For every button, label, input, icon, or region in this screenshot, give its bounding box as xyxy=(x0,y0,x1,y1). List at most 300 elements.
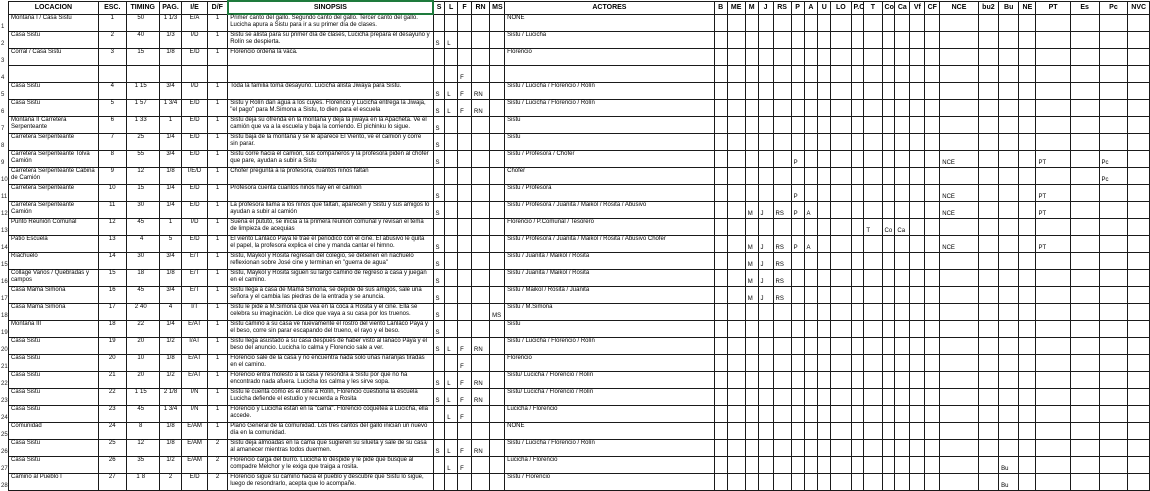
cell-t[interactable] xyxy=(864,31,882,48)
cell-lo[interactable] xyxy=(831,371,851,388)
cell-l[interactable] xyxy=(445,354,458,371)
cell-actores[interactable]: Sistu / Maikol / Rosita / Juanita xyxy=(505,286,715,303)
cell-pt[interactable] xyxy=(1036,371,1070,388)
cell-lo[interactable] xyxy=(831,252,851,269)
cell-p-c[interactable] xyxy=(851,388,864,405)
cell-me[interactable] xyxy=(727,252,745,269)
cell-pt[interactable] xyxy=(1036,422,1070,439)
cell-f[interactable] xyxy=(458,269,472,286)
cell-cf[interactable] xyxy=(925,150,940,167)
cell-u[interactable] xyxy=(818,14,831,31)
cell-bu2[interactable] xyxy=(978,167,998,184)
cell-es[interactable] xyxy=(1070,235,1099,252)
col-header-timing[interactable]: TIMING xyxy=(126,1,159,14)
cell-esc[interactable]: 24 xyxy=(98,422,126,439)
cell-esc[interactable]: 13 xyxy=(98,235,126,252)
cell-b[interactable] xyxy=(714,473,727,490)
cell-t[interactable] xyxy=(864,252,882,269)
cell-ne[interactable] xyxy=(1019,439,1036,456)
col-header-sinopsis[interactable]: SINOPSIS xyxy=(228,1,433,14)
cell-lo[interactable] xyxy=(831,320,851,337)
cell-ca[interactable] xyxy=(895,456,910,473)
cell-es[interactable] xyxy=(1070,422,1099,439)
cell-actores[interactable]: Lucicha / Florencio xyxy=(505,405,715,422)
cell-rs[interactable] xyxy=(773,320,791,337)
cell-u[interactable] xyxy=(818,31,831,48)
cell-nvc[interactable] xyxy=(1128,99,1150,116)
cell-esc[interactable]: 19 xyxy=(98,337,126,354)
cell-j[interactable]: J xyxy=(758,235,773,252)
cell-a[interactable] xyxy=(804,48,818,65)
cell-pag[interactable]: 1/4 xyxy=(159,320,181,337)
cell-nce[interactable]: NCE xyxy=(940,201,978,218)
cell-pag[interactable]: 1/4 xyxy=(159,184,181,201)
cell-nce[interactable] xyxy=(940,252,978,269)
cell-co[interactable] xyxy=(882,82,895,99)
cell-co[interactable] xyxy=(882,473,895,490)
cell-ms[interactable] xyxy=(490,337,505,354)
cell-p[interactable] xyxy=(791,354,804,371)
cell-d-f[interactable]: 1 xyxy=(207,133,227,150)
col-header-ca[interactable]: Ca xyxy=(895,1,910,14)
cell-s[interactable]: S xyxy=(433,116,445,133)
cell-d-f[interactable]: 1 xyxy=(207,337,227,354)
cell-rn[interactable] xyxy=(471,116,489,133)
cell-s[interactable]: S xyxy=(433,184,445,201)
cell-u[interactable] xyxy=(818,167,831,184)
cell-ca[interactable] xyxy=(895,14,910,31)
cell-vf[interactable] xyxy=(910,269,925,286)
cell-co[interactable] xyxy=(882,99,895,116)
cell-co[interactable] xyxy=(882,320,895,337)
cell-rs[interactable] xyxy=(773,473,791,490)
cell-p-c[interactable] xyxy=(851,150,864,167)
cell-ms[interactable] xyxy=(490,269,505,286)
cell-pc[interactable] xyxy=(1099,337,1128,354)
cell-ms[interactable] xyxy=(490,235,505,252)
cell-esc[interactable]: 3 xyxy=(98,48,126,65)
cell-p-c[interactable] xyxy=(851,473,864,490)
cell-esc[interactable]: 9 xyxy=(98,167,126,184)
cell-ms[interactable] xyxy=(490,150,505,167)
cell-bu2[interactable] xyxy=(978,65,998,82)
cell-nce[interactable] xyxy=(940,405,978,422)
cell-bu[interactable] xyxy=(999,218,1019,235)
cell-locacion[interactable]: Montaña II Carretera Serpenteante xyxy=(9,116,99,133)
cell-f[interactable]: F xyxy=(458,405,472,422)
cell-sinopsis[interactable]: Sistu deja almoadas en la cama que sugieren su silueta y sale de su casa al amanecer mientras todos duermen. xyxy=(228,439,433,456)
cell-locacion[interactable]: Patio Escuela xyxy=(9,235,99,252)
cell-es[interactable] xyxy=(1070,184,1099,201)
cell-u[interactable] xyxy=(818,252,831,269)
cell-esc[interactable]: 4 xyxy=(98,82,126,99)
cell-m[interactable] xyxy=(745,150,758,167)
cell-rn[interactable] xyxy=(471,167,489,184)
col-header-s[interactable]: S xyxy=(433,1,445,14)
cell-rn[interactable] xyxy=(471,235,489,252)
cell-p-c[interactable] xyxy=(851,354,864,371)
cell-pc[interactable] xyxy=(1099,269,1128,286)
cell-p-c[interactable] xyxy=(851,303,864,320)
cell-me[interactable] xyxy=(727,303,745,320)
cell-a[interactable] xyxy=(804,337,818,354)
cell-lo[interactable] xyxy=(831,303,851,320)
cell-esc[interactable]: 16 xyxy=(98,286,126,303)
cell-cf[interactable] xyxy=(925,116,940,133)
col-header-b[interactable]: B xyxy=(714,1,727,14)
cell-pt[interactable] xyxy=(1036,99,1070,116)
cell-sinopsis[interactable]: Sistu, Maykol y Rosita siguen su largo camino de regreso a casa y juegan en el camino. xyxy=(228,269,433,286)
cell-u[interactable] xyxy=(818,456,831,473)
cell-p[interactable] xyxy=(791,337,804,354)
cell-a[interactable] xyxy=(804,65,818,82)
cell-rs[interactable] xyxy=(773,337,791,354)
col-header-locacion[interactable]: LOCACION xyxy=(9,1,99,14)
cell-a[interactable] xyxy=(804,286,818,303)
cell-ca[interactable] xyxy=(895,133,910,150)
cell-es[interactable] xyxy=(1070,473,1099,490)
cell-t[interactable] xyxy=(864,439,882,456)
cell-nce[interactable] xyxy=(940,354,978,371)
cell-lo[interactable] xyxy=(831,354,851,371)
cell-actores[interactable] xyxy=(505,65,715,82)
cell-ne[interactable] xyxy=(1019,235,1036,252)
cell-ne[interactable] xyxy=(1019,303,1036,320)
cell-i-e[interactable]: E/D xyxy=(182,184,208,201)
cell-pt[interactable] xyxy=(1036,286,1070,303)
cell-locacion[interactable]: Casa Sistu xyxy=(9,388,99,405)
cell-pc[interactable] xyxy=(1099,116,1128,133)
cell-d-f[interactable]: 1 xyxy=(207,354,227,371)
cell-rs[interactable] xyxy=(773,167,791,184)
cell-rs[interactable] xyxy=(773,48,791,65)
cell-nce[interactable] xyxy=(940,14,978,31)
cell-i-e[interactable]: E/D xyxy=(182,99,208,116)
cell-l[interactable] xyxy=(445,14,458,31)
cell-d-f[interactable]: 1 xyxy=(207,371,227,388)
cell-m[interactable] xyxy=(745,405,758,422)
cell-esc[interactable]: 27 xyxy=(98,473,126,490)
cell-timing[interactable]: 1´33`` xyxy=(126,116,159,133)
cell-pc[interactable] xyxy=(1099,473,1128,490)
cell-ms[interactable]: MS xyxy=(490,303,505,320)
cell-pc[interactable] xyxy=(1099,422,1128,439)
cell-m[interactable]: M xyxy=(745,269,758,286)
cell-me[interactable] xyxy=(727,354,745,371)
cell-bu[interactable] xyxy=(999,235,1019,252)
cell-rn[interactable] xyxy=(471,31,489,48)
cell-i-e[interactable]: E/D xyxy=(182,116,208,133)
cell-m[interactable] xyxy=(745,184,758,201)
cell-cf[interactable] xyxy=(925,388,940,405)
cell-bu2[interactable] xyxy=(978,388,998,405)
cell-pc[interactable] xyxy=(1099,303,1128,320)
cell-ne[interactable] xyxy=(1019,133,1036,150)
cell-rs[interactable] xyxy=(773,184,791,201)
cell-s[interactable] xyxy=(433,167,445,184)
cell-co[interactable]: Co xyxy=(882,218,895,235)
cell-a[interactable]: A xyxy=(804,201,818,218)
cell-co[interactable] xyxy=(882,48,895,65)
cell-me[interactable] xyxy=(727,201,745,218)
cell-ms[interactable] xyxy=(490,252,505,269)
cell-sinopsis[interactable]: Sistu camino a su casa ve nuevamente el rostro del viento Lanlaco Paya y el beso, corre sin parar escapando del trueno, el rayo y el beso. xyxy=(228,320,433,337)
cell-pag[interactable]: 1/2 xyxy=(159,337,181,354)
cell-b[interactable] xyxy=(714,388,727,405)
cell-rn[interactable] xyxy=(471,473,489,490)
cell-u[interactable] xyxy=(818,150,831,167)
cell-me[interactable] xyxy=(727,218,745,235)
cell-nce[interactable] xyxy=(940,218,978,235)
cell-nvc[interactable] xyxy=(1128,31,1150,48)
cell-m[interactable] xyxy=(745,82,758,99)
cell-ms[interactable] xyxy=(490,286,505,303)
cell-i-e[interactable]: E/AM xyxy=(182,456,208,473)
cell-ca[interactable] xyxy=(895,184,910,201)
cell-p[interactable] xyxy=(791,303,804,320)
cell-p-c[interactable] xyxy=(851,371,864,388)
cell-p-c[interactable] xyxy=(851,337,864,354)
cell-nvc[interactable] xyxy=(1128,65,1150,82)
cell-a[interactable] xyxy=(804,388,818,405)
cell-es[interactable] xyxy=(1070,167,1099,184)
cell-t[interactable] xyxy=(864,167,882,184)
cell-bu2[interactable] xyxy=(978,31,998,48)
cell-timing[interactable]: 35`` xyxy=(126,456,159,473)
cell-ca[interactable] xyxy=(895,150,910,167)
cell-p-c[interactable] xyxy=(851,184,864,201)
cell-timing[interactable]: 18`` xyxy=(126,269,159,286)
cell-co[interactable] xyxy=(882,184,895,201)
cell-timing[interactable]: 1´57`` xyxy=(126,99,159,116)
cell-sinopsis[interactable]: Sistu baja de la montaña y se le aparece El Viento, ve el camión y corre sin parar. xyxy=(228,133,433,150)
cell-p-c[interactable] xyxy=(851,269,864,286)
cell-timing[interactable]: 12`` xyxy=(126,439,159,456)
cell-locacion[interactable]: Collage Varios / Quebradas y campos xyxy=(9,269,99,286)
cell-s[interactable] xyxy=(433,456,445,473)
cell-lo[interactable] xyxy=(831,99,851,116)
cell-pc[interactable] xyxy=(1099,405,1128,422)
cell-pt[interactable] xyxy=(1036,252,1070,269)
cell-b[interactable] xyxy=(714,422,727,439)
cell-j[interactable] xyxy=(758,48,773,65)
cell-nvc[interactable] xyxy=(1128,388,1150,405)
cell-rn[interactable] xyxy=(471,252,489,269)
cell-actores[interactable]: Sistu / Lucicha xyxy=(505,31,715,48)
cell-t[interactable] xyxy=(864,303,882,320)
cell-cf[interactable] xyxy=(925,82,940,99)
cell-s[interactable] xyxy=(433,473,445,490)
cell-actores[interactable]: NONE xyxy=(505,422,715,439)
cell-cf[interactable] xyxy=(925,337,940,354)
cell-p[interactable]: P xyxy=(791,235,804,252)
cell-u[interactable] xyxy=(818,269,831,286)
cell-t[interactable] xyxy=(864,269,882,286)
cell-l[interactable] xyxy=(445,133,458,150)
cell-p[interactable]: P xyxy=(791,184,804,201)
cell-l[interactable]: L xyxy=(445,388,458,405)
cell-vf[interactable] xyxy=(910,31,925,48)
cell-d-f[interactable]: 1 xyxy=(207,405,227,422)
cell-rn[interactable] xyxy=(471,422,489,439)
cell-ca[interactable] xyxy=(895,167,910,184)
cell-ne[interactable] xyxy=(1019,31,1036,48)
cell-u[interactable] xyxy=(818,354,831,371)
cell-bu[interactable] xyxy=(999,320,1019,337)
cell-f[interactable]: F xyxy=(458,82,472,99)
cell-bu[interactable]: Bu xyxy=(999,473,1019,490)
cell-actores[interactable]: Florencio / P.Comunal / Tesorero xyxy=(505,218,715,235)
cell-vf[interactable] xyxy=(910,184,925,201)
cell-bu2[interactable] xyxy=(978,456,998,473)
cell-sinopsis[interactable]: Plano General de la comunidad. Los tres cantos del gallo inician un nuevo día en la comunidad. xyxy=(228,422,433,439)
cell-ca[interactable] xyxy=(895,99,910,116)
cell-sinopsis[interactable] xyxy=(228,65,433,82)
cell-pc[interactable] xyxy=(1099,388,1128,405)
cell-vf[interactable] xyxy=(910,320,925,337)
cell-timing[interactable]: 12`` xyxy=(126,167,159,184)
col-header-pag[interactable]: PAG. xyxy=(159,1,181,14)
cell-timing[interactable] xyxy=(126,65,159,82)
cell-es[interactable] xyxy=(1070,252,1099,269)
cell-pc[interactable] xyxy=(1099,48,1128,65)
cell-d-f[interactable]: 1 xyxy=(207,252,227,269)
cell-co[interactable] xyxy=(882,116,895,133)
cell-cf[interactable] xyxy=(925,99,940,116)
cell-m[interactable]: M xyxy=(745,286,758,303)
cell-actores[interactable]: Chofer xyxy=(505,167,715,184)
cell-pt[interactable] xyxy=(1036,320,1070,337)
cell-t[interactable] xyxy=(864,14,882,31)
cell-bu2[interactable] xyxy=(978,14,998,31)
cell-esc[interactable]: 14 xyxy=(98,252,126,269)
cell-lo[interactable] xyxy=(831,235,851,252)
cell-i-e[interactable]: E/AT xyxy=(182,354,208,371)
cell-j[interactable] xyxy=(758,65,773,82)
cell-pc[interactable] xyxy=(1099,320,1128,337)
cell-ms[interactable] xyxy=(490,439,505,456)
cell-vf[interactable] xyxy=(910,303,925,320)
col-header-actores[interactable]: ACTORES xyxy=(505,1,715,14)
cell-j[interactable] xyxy=(758,473,773,490)
cell-p-c[interactable] xyxy=(851,99,864,116)
cell-pag[interactable]: 1/8 xyxy=(159,167,181,184)
cell-l[interactable] xyxy=(445,48,458,65)
cell-vf[interactable] xyxy=(910,65,925,82)
cell-bu[interactable] xyxy=(999,82,1019,99)
cell-m[interactable] xyxy=(745,218,758,235)
cell-m[interactable] xyxy=(745,422,758,439)
cell-m[interactable] xyxy=(745,133,758,150)
cell-s[interactable]: S xyxy=(433,439,445,456)
cell-lo[interactable] xyxy=(831,456,851,473)
cell-s[interactable] xyxy=(433,405,445,422)
cell-nvc[interactable] xyxy=(1128,422,1150,439)
cell-bu2[interactable] xyxy=(978,201,998,218)
cell-actores[interactable]: Sistu / Profesora / Chofer xyxy=(505,150,715,167)
cell-vf[interactable] xyxy=(910,456,925,473)
cell-locacion[interactable]: Carretera Serpenteante Camión xyxy=(9,201,99,218)
cell-ne[interactable] xyxy=(1019,354,1036,371)
cell-me[interactable] xyxy=(727,473,745,490)
cell-lo[interactable] xyxy=(831,269,851,286)
cell-a[interactable] xyxy=(804,371,818,388)
cell-nvc[interactable] xyxy=(1128,473,1150,490)
cell-b[interactable] xyxy=(714,405,727,422)
cell-f[interactable] xyxy=(458,286,472,303)
cell-ne[interactable] xyxy=(1019,388,1036,405)
cell-pc[interactable] xyxy=(1099,31,1128,48)
cell-me[interactable] xyxy=(727,235,745,252)
cell-co[interactable] xyxy=(882,65,895,82)
cell-t[interactable] xyxy=(864,354,882,371)
cell-ca[interactable] xyxy=(895,31,910,48)
cell-nce[interactable] xyxy=(940,388,978,405)
cell-a[interactable] xyxy=(804,320,818,337)
cell-vf[interactable] xyxy=(910,286,925,303)
cell-timing[interactable]: 4` xyxy=(126,235,159,252)
cell-p-c[interactable] xyxy=(851,14,864,31)
cell-ne[interactable] xyxy=(1019,269,1036,286)
cell-l[interactable]: L xyxy=(445,82,458,99)
cell-bu2[interactable] xyxy=(978,252,998,269)
cell-rn[interactable] xyxy=(471,218,489,235)
cell-l[interactable]: L xyxy=(445,439,458,456)
cell-s[interactable]: S xyxy=(433,235,445,252)
cell-me[interactable] xyxy=(727,150,745,167)
cell-cf[interactable] xyxy=(925,371,940,388)
cell-me[interactable] xyxy=(727,337,745,354)
cell-u[interactable] xyxy=(818,218,831,235)
cell-s[interactable] xyxy=(433,218,445,235)
cell-locacion[interactable]: Casa Sistu xyxy=(9,371,99,388)
cell-timing[interactable]: 15`` xyxy=(126,48,159,65)
col-header-u[interactable]: U xyxy=(818,1,831,14)
cell-rn[interactable] xyxy=(471,320,489,337)
cell-cf[interactable] xyxy=(925,456,940,473)
cell-s[interactable]: S xyxy=(433,201,445,218)
cell-a[interactable] xyxy=(804,14,818,31)
cell-ms[interactable] xyxy=(490,31,505,48)
cell-m[interactable] xyxy=(745,473,758,490)
cell-sinopsis[interactable]: Florencio carga del burro. Lucicha lo despide y le pide que busque al compadre Melchor y le exiga que traiga a rosita. xyxy=(228,456,433,473)
cell-p[interactable] xyxy=(791,286,804,303)
cell-actores[interactable]: Sistu / Lucicha / Florencio / Rolín xyxy=(505,337,715,354)
cell-m[interactable] xyxy=(745,167,758,184)
cell-ms[interactable] xyxy=(490,184,505,201)
cell-i-e[interactable] xyxy=(182,65,208,82)
cell-f[interactable]: F xyxy=(458,439,472,456)
cell-i-e[interactable]: I/D xyxy=(182,82,208,99)
col-header-ne[interactable]: NE xyxy=(1019,1,1036,14)
cell-lo[interactable] xyxy=(831,422,851,439)
cell-lo[interactable] xyxy=(831,133,851,150)
cell-b[interactable] xyxy=(714,286,727,303)
cell-l[interactable] xyxy=(445,303,458,320)
cell-bu[interactable] xyxy=(999,388,1019,405)
cell-nvc[interactable] xyxy=(1128,167,1150,184)
cell-es[interactable] xyxy=(1070,31,1099,48)
cell-ms[interactable] xyxy=(490,167,505,184)
cell-a[interactable] xyxy=(804,439,818,456)
cell-me[interactable] xyxy=(727,184,745,201)
cell-ne[interactable] xyxy=(1019,82,1036,99)
cell-d-f[interactable]: 1 xyxy=(207,31,227,48)
cell-co[interactable] xyxy=(882,456,895,473)
cell-s[interactable]: S xyxy=(433,150,445,167)
cell-bu[interactable] xyxy=(999,201,1019,218)
cell-pag[interactable]: 1/2 xyxy=(159,371,181,388)
